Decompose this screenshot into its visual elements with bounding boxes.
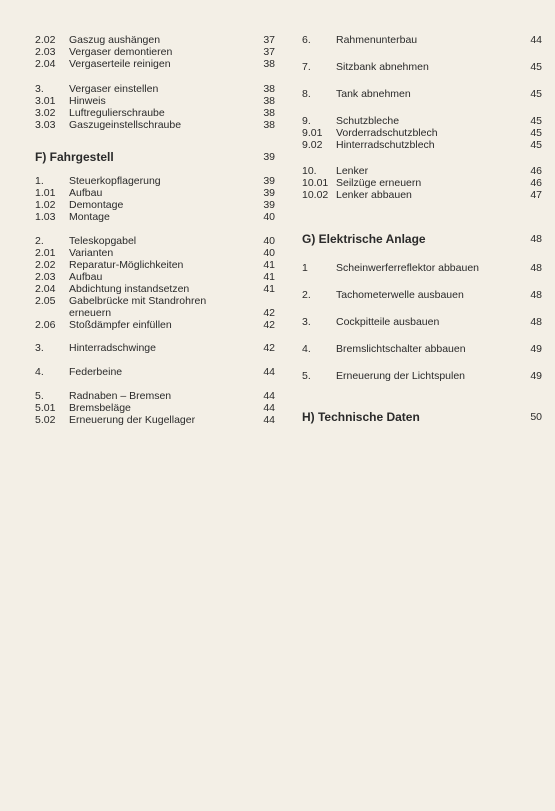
toc-page-number: 42 xyxy=(263,319,275,331)
toc-entry-number: 5.02 xyxy=(35,414,56,426)
toc-entry-number: 3. xyxy=(302,316,311,328)
toc-entry-label: Schutzbleche xyxy=(336,115,400,127)
toc-entry-number: 9.02 xyxy=(302,139,323,151)
toc-entry-label: Gaszug aushängen xyxy=(69,34,161,46)
toc-entry-label: Luftregulierschraube xyxy=(69,107,165,119)
toc-entry-label: Steuerkopflagerung xyxy=(69,175,161,187)
toc-page-number: 39 xyxy=(263,151,275,163)
toc-entry xyxy=(302,61,542,73)
toc-entry-number: 7. xyxy=(302,61,311,73)
toc-entry xyxy=(35,107,275,119)
toc-entry xyxy=(35,342,275,354)
toc-entry xyxy=(35,307,275,319)
toc-entry-label: Abdichtung instandsetzen xyxy=(69,283,190,295)
toc-entry xyxy=(35,46,275,58)
toc-entry xyxy=(35,58,275,70)
toc-page-number: 48 xyxy=(530,289,542,301)
toc-page-number: 42 xyxy=(263,307,275,319)
toc-entry-label: Seilzüge erneuern xyxy=(336,177,422,189)
toc-page-number: 38 xyxy=(263,95,275,107)
toc-entry-number: 1 xyxy=(302,262,308,274)
toc-entry-number: 4. xyxy=(302,343,311,355)
toc-entry xyxy=(35,414,275,426)
toc-entry xyxy=(35,271,275,283)
toc-entry-number: 5. xyxy=(35,390,44,402)
toc-page-number: 48 xyxy=(530,233,542,245)
toc-page-number: 45 xyxy=(530,61,542,73)
toc-entry-number: 2.01 xyxy=(35,247,56,259)
toc-entry xyxy=(35,211,275,223)
toc-page-number: 44 xyxy=(263,390,275,402)
toc-entry-label: Vergaser demontieren xyxy=(69,46,173,58)
toc-entry-number: 1.02 xyxy=(35,199,56,211)
toc-page-number: 39 xyxy=(263,199,275,211)
toc-entry-number: 3.01 xyxy=(35,95,56,107)
toc-page-number: 45 xyxy=(530,127,542,139)
toc-entry-number: 1.03 xyxy=(35,211,56,223)
toc-page-number: 47 xyxy=(530,189,542,201)
toc-page-number: 39 xyxy=(263,175,275,187)
toc-entry-label: Stoßdämpfer einfüllen xyxy=(69,319,172,331)
toc-entry xyxy=(35,283,275,295)
toc-entry xyxy=(302,370,542,382)
toc-entry xyxy=(35,319,275,331)
toc-entry-number: 10.02 xyxy=(302,189,329,201)
toc-page-number: 44 xyxy=(263,414,275,426)
toc-entry-number: 8. xyxy=(302,88,311,100)
toc-entry xyxy=(35,187,275,199)
toc-entry xyxy=(302,189,542,201)
toc-page-number: 40 xyxy=(263,235,275,247)
toc-page-number: 38 xyxy=(263,107,275,119)
toc-entry xyxy=(35,199,275,211)
toc-entry xyxy=(35,235,275,247)
toc-section-title: G) Elektrische Anlage xyxy=(302,232,426,246)
toc-entry xyxy=(35,247,275,259)
toc-entry-label: Radnaben – Bremsen xyxy=(69,390,172,402)
toc-page-number: 37 xyxy=(263,46,275,58)
toc-entry-number: 2. xyxy=(302,289,311,301)
toc-entry-label: Teleskopgabel xyxy=(69,235,137,247)
toc-entry xyxy=(302,139,542,151)
toc-section-heading xyxy=(302,409,542,425)
toc-section-title: F) Fahrgestell xyxy=(35,150,114,164)
toc-page-number: 48 xyxy=(530,262,542,274)
toc-section-title: H) Technische Daten xyxy=(302,410,420,424)
toc-entry-label: Cockpitteile ausbauen xyxy=(336,316,440,328)
toc-entry xyxy=(35,295,275,307)
toc-entry-label: Federbeine xyxy=(69,366,123,378)
toc-entry-label: Reparatur-Möglichkeiten xyxy=(69,259,184,271)
toc-entry-label: Rahmenunterbau xyxy=(336,34,418,46)
toc-page-number: 42 xyxy=(263,342,275,354)
toc-entry-number: 10. xyxy=(302,165,317,177)
toc-page-number: 41 xyxy=(263,271,275,283)
toc-entry xyxy=(35,366,275,378)
toc-entry-number: 2.03 xyxy=(35,46,56,58)
toc-entry-label: Erneuerung der Lichtspulen xyxy=(336,370,466,382)
toc-page-number: 38 xyxy=(263,58,275,70)
toc-page-number: 46 xyxy=(530,177,542,189)
toc-entry xyxy=(302,115,542,127)
toc-page-number: 41 xyxy=(263,283,275,295)
toc-entry-number: 2. xyxy=(35,235,44,247)
toc-entry xyxy=(302,127,542,139)
toc-entry-label: Vergaser einstellen xyxy=(69,83,159,95)
toc-entry xyxy=(302,88,542,100)
toc-entry-number: 4. xyxy=(35,366,44,378)
toc-page-number: 46 xyxy=(530,165,542,177)
toc-entry-label: Aufbau xyxy=(69,271,103,283)
toc-entry xyxy=(302,316,542,328)
toc-entry-label: Varianten xyxy=(69,247,114,259)
toc-entry-label: Hinterradschwinge xyxy=(69,342,156,354)
toc-page-number: 45 xyxy=(530,139,542,151)
toc-entry xyxy=(35,83,275,95)
toc-page-number: 49 xyxy=(530,370,542,382)
toc-entry-label: Tank abnehmen xyxy=(336,88,411,100)
toc-entry xyxy=(302,343,542,355)
toc-page-number: 39 xyxy=(263,187,275,199)
toc-entry-label: Erneuerung der Kugellager xyxy=(69,414,196,426)
toc-entry xyxy=(302,289,542,301)
toc-entry-number: 3. xyxy=(35,342,44,354)
toc-entry-label: Lenker abbauen xyxy=(336,189,412,201)
toc-page-number: 38 xyxy=(263,83,275,95)
toc-entry-label: erneuern xyxy=(69,307,112,319)
toc-entry-number: 3.02 xyxy=(35,107,56,119)
toc-page-number: 38 xyxy=(263,119,275,131)
toc-entry xyxy=(302,165,542,177)
toc-entry xyxy=(35,119,275,131)
toc-entry-label: Tachometerwelle ausbauen xyxy=(336,289,464,301)
toc-page-number: 49 xyxy=(530,343,542,355)
toc-entry-label: Lenker xyxy=(336,165,369,177)
toc-entry-number: 9.01 xyxy=(302,127,323,139)
toc-entry-number: 5. xyxy=(302,370,311,382)
toc-entry-number: 5.01 xyxy=(35,402,56,414)
toc-entry-label: Scheinwerferreflektor abbauen xyxy=(336,262,480,274)
toc-entry-label: Vergaserteile reinigen xyxy=(69,58,171,70)
toc-page-number: 41 xyxy=(263,259,275,271)
toc-entry-number: 2.06 xyxy=(35,319,56,331)
toc-entry-number: 3.03 xyxy=(35,119,56,131)
toc-page-number: 40 xyxy=(263,247,275,259)
toc-entry xyxy=(35,259,275,271)
toc-entry xyxy=(35,95,275,107)
toc-entry-number: 2.04 xyxy=(35,283,56,295)
toc-page-number: 37 xyxy=(263,34,275,46)
toc-entry-number: 2.02 xyxy=(35,34,56,46)
toc-entry-label: Hinweis xyxy=(69,95,106,107)
toc-entry-label: Hinterradschutzblech xyxy=(336,139,435,151)
toc-entry xyxy=(302,34,542,46)
toc-section-heading xyxy=(35,149,275,165)
toc-page-number: 45 xyxy=(530,115,542,127)
toc-entry-number: 10.01 xyxy=(302,177,329,189)
toc-page-number: 40 xyxy=(263,211,275,223)
toc-entry-number: 2.04 xyxy=(35,58,56,70)
toc-entry-label: Bremslichtschalter abbauen xyxy=(336,343,466,355)
toc-entry-number: 2.03 xyxy=(35,271,56,283)
toc-page-number: 44 xyxy=(263,402,275,414)
toc-page-number: 44 xyxy=(263,366,275,378)
toc-page-number: 50 xyxy=(530,411,542,423)
toc-section-heading xyxy=(302,231,542,247)
toc-entry xyxy=(35,402,275,414)
toc-entry-number: 2.02 xyxy=(35,259,56,271)
toc-entry-number: 9. xyxy=(302,115,311,127)
toc-entry-label: Aufbau xyxy=(69,187,103,199)
toc-entry-number: 6. xyxy=(302,34,311,46)
toc-page-number: 44 xyxy=(530,34,542,46)
toc-entry xyxy=(35,390,275,402)
toc-entry-label: Gabelbrücke mit Standrohren xyxy=(69,295,207,307)
toc-page-number: 48 xyxy=(530,316,542,328)
toc-entry-number: 3. xyxy=(35,83,44,95)
toc-entry xyxy=(302,262,542,274)
toc-entry-number: 2.05 xyxy=(35,295,56,307)
toc-entry-label: Bremsbeläge xyxy=(69,402,131,414)
toc-entry xyxy=(35,175,275,187)
toc-entry xyxy=(302,177,542,189)
toc-entry xyxy=(35,34,275,46)
toc-entry-label: Demontage xyxy=(69,199,124,211)
toc-entry-number: 1. xyxy=(35,175,44,187)
toc-entry-label: Sitzbank abnehmen xyxy=(336,61,429,73)
toc-entry-label: Vorderradschutzblech xyxy=(336,127,438,139)
toc-entry-label: Montage xyxy=(69,211,110,223)
toc-entry-number: 1.01 xyxy=(35,187,56,199)
toc-page-number: 45 xyxy=(530,88,542,100)
toc-entry-label: Gaszugeinstellschraube xyxy=(69,119,182,131)
